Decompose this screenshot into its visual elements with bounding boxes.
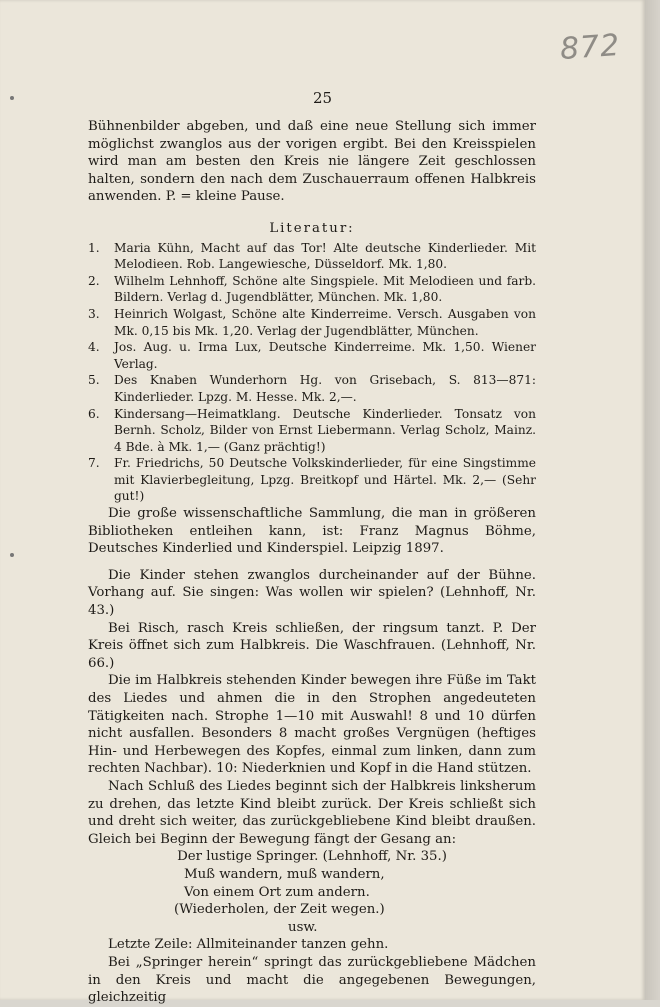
literature-heading: Literatur:	[269, 220, 355, 236]
literature-item: 7. Fr. Friedrichs, 50 Deutsche Volkskinderlieder, für eine Singstimme mit Klavierbegleitung, Lpzg. Breitkopf und Härtel. Mk. 2,— (Sehr gut!)	[88, 456, 536, 504]
handwritten-note: 872	[558, 27, 622, 68]
page-number: 25	[312, 89, 333, 107]
literature-item: 2. Wilhelm Lehnhoff, Schöne alte Singspiele. Mit Melodieen und farb. Bildern. Verlag d. Jugendblätter, München. Mk. 1,80.	[88, 273, 536, 305]
paragraph-last-line: Letzte Zeile: Allmiteinander tanzen gehn.	[108, 937, 389, 953]
literature-item: 3. Heinrich Wolgast, Schöne alte Kinderreime. Versch. Ausgaben von Mk. 0,15 bis Mk. 1,20. Verlag der Jugendblätter, München.	[88, 306, 536, 338]
literature-item: 4. Jos. Aug. u. Irma Lux, Deutsche Kinderreime. Mk. 1,50. Wiener Verlag.	[88, 340, 536, 371]
paragraph-intro: Bühnenbilder abgeben, und daß eine neue Stellung sich immer möglichst zwanglos aus der vorigen ergibt. Bei den Kreisspielen wird man am besten den Kreis nie längere Zeit geschlossen halten, sondern den nach dem Zuschauerraum offenen Halbkreis anwenden. P. = kleine Pause.	[88, 119, 536, 205]
verse-line: Von einem Ort zum andern.	[184, 884, 370, 900]
verse-line: Muß wandern, muß wandern,	[184, 866, 385, 882]
verse-title: Der lustige Springer. (Lehnhoff, Nr. 35.)	[177, 849, 447, 865]
literature-list	[88, 240, 536, 506]
paragraph-halfcircle: Die im Halbkreis stehenden Kinder bewegen ihre Füße im Takt des Liedes und ahmen die in den Strophen angedeuteten Tätigkeiten nach. Strophe 1—10 mit Auswahl! 8 und 10 dürfen nicht ausfallen. Besonders 8 macht großes Vergnügen (heftiges Hin- und Herbewegen des Kopfes, einmal zum linken, dann zum rechten Nachbar). 10: Niederknien und Kopf in die Hand stützen.	[88, 673, 536, 777]
page-body	[88, 118, 536, 1007]
page-edge	[645, 0, 660, 1000]
verse-line: (Wiederholen, der Zeit wegen.)	[174, 902, 385, 918]
paragraph-turn: Nach Schluß des Liedes beginnt sich der Halbkreis linksherum zu drehen, das letzte Kind bleibt zurück. Der Kreis schließt sich und dreht sich weiter, das zurückgebliebene Kind bleibt draußen. Gleich bei Beginn der Bewegung fängt der Gesang an:	[88, 778, 536, 847]
paragraph-circle: Bei Risch, rasch Kreis schließen, der ringsum tanzt. P. Der Kreis öffnet sich zum Halbkreis. Die Waschfrauen. (Lehnhoff, Nr. 66.)	[88, 620, 536, 671]
literature-item: 6. Kindersang—Heimatklang. Deutsche Kinderlieder. Tonsatz von Bernh. Scholz, Bilder von Ernst Liebermann. Verlag Scholz, Mainz. 4 Bde. à Mk. 1,— (Ganz prächtig!)	[88, 406, 536, 454]
paragraph-stage: Die Kinder stehen zwanglos durcheinander auf der Bühne. Vorhang auf. Sie singen: Was wollen wir spielen? (Lehnhoff, Nr. 43.)	[88, 567, 536, 619]
paragraph-collection: Die große wissenschaftliche Sammlung, die man in größeren Bibliotheken entleihen kann, ist: Franz Magnus Böhme, Deutsches Kinderlied und Kinderspiel. Leipzig 1897.	[88, 506, 536, 557]
literature-item: 1. Maria Kühn, Macht auf das Tor! Alte deutsche Kinderlieder. Mit Melodieen. Rob. Langewiesche, Düsseldorf. Mk. 1,80.	[88, 240, 536, 272]
verse-line: usw.	[288, 919, 318, 935]
paragraph-springer: Bei „Springer herein“ springt das zurückgebliebene Mädchen in den Kreis und macht die angegebenen Bewegungen, gleichzeitig	[88, 954, 536, 1006]
literature-item: 5. Des Knaben Wunderhorn Hg. von Grisebach, S. 813—871: Kinderlieder. Lpzg. M. Hesse. Mk. 2,—.	[88, 373, 536, 404]
margin-mark	[10, 553, 14, 557]
